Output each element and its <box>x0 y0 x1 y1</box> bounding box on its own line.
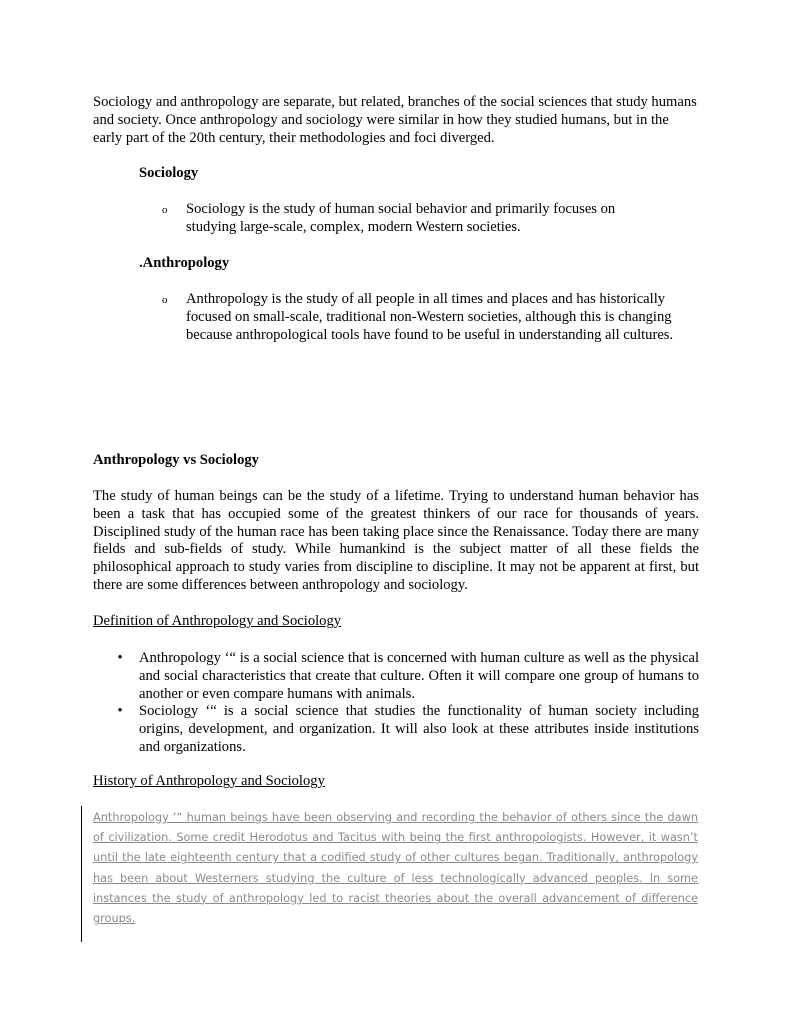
comparison-heading: Anthropology vs Sociology <box>93 452 259 468</box>
intro-paragraph: Sociology and anthropology are separate, but related, branches of the social sciences that study humans and society. Once anthropology and sociology were similar in how they studied humans, but in the early part of the 20th century, their methodologies and foci diverged. <box>93 94 697 146</box>
definition-heading: Definition of Anthropology and Sociology <box>93 613 342 629</box>
bullet-dot-icon: • <box>117 703 123 719</box>
definition-bullet-sociology <box>110 703 699 756</box>
definition-bullet-text: Sociology ‘“ is a social science that studies the functionality of human society including origins, development, and organization. It will also look at these attributes inside institutions and organizations. <box>139 703 699 755</box>
sociology-bullet-text: Sociology is the study of human social behavior and primarily focuses on studying large-scale, complex, modern Western societies. <box>186 201 616 235</box>
history-heading: History of Anthropology and Sociology <box>93 773 325 789</box>
definition-bullet-anthropology <box>110 650 699 703</box>
definition-bullet-text: Anthropology ‘“ is a social science that is concerned with human culture as well as the physical and social characteristics that create that culture. Often it will compare one group of humans to another or even compare humans with animals. <box>139 650 699 702</box>
revision-change-bar <box>81 806 82 942</box>
anthropology-bullet-text: Anthropology is the study of all people in all times and places and has historically focused on small-scale, traditional non-Western societies, although this is changing because anthropological tools have found to be useful in understanding all cultures. <box>186 291 674 343</box>
sociology-bullet-item <box>162 201 662 237</box>
bullet-dot-icon: • <box>117 650 123 666</box>
comparison-paragraph: The study of human beings can be the study of a lifetime. Trying to understand human behavior has been a task that has occupied some of the greatest thinkers of our race for thousands of years. Disciplined study of the human race has been taking place since the Renaissance. Today there are many fields and sub-fields of study. While humankind is the subject matter of all these fields the philosophical approach to study varies from discipline to discipline. It may not be apparent at first, but there are some differences between anthropology and sociology. <box>93 488 699 593</box>
sociology-heading: Sociology <box>139 165 199 181</box>
history-tracked-paragraph: Anthropology ‘“ human beings have been observing and recording the behavior of others since the dawn of civilization. Some credit Herodotus and Tacitus with being the first anthropologists. However, it wasn’t until the late eighteenth century that a codified study of other cultures began. Traditionally, anthropology has been about Westerners studying the culture of less technologically advanced peoples. In some instances the study of anthropology led to racist theories about the overall advancement of difference groups. <box>93 811 698 926</box>
anthropology-heading: .Anthropology <box>139 255 230 271</box>
circle-bullet-icon: o <box>162 294 168 306</box>
anthropology-bullet-item <box>162 291 700 344</box>
circle-bullet-icon: o <box>162 204 168 216</box>
